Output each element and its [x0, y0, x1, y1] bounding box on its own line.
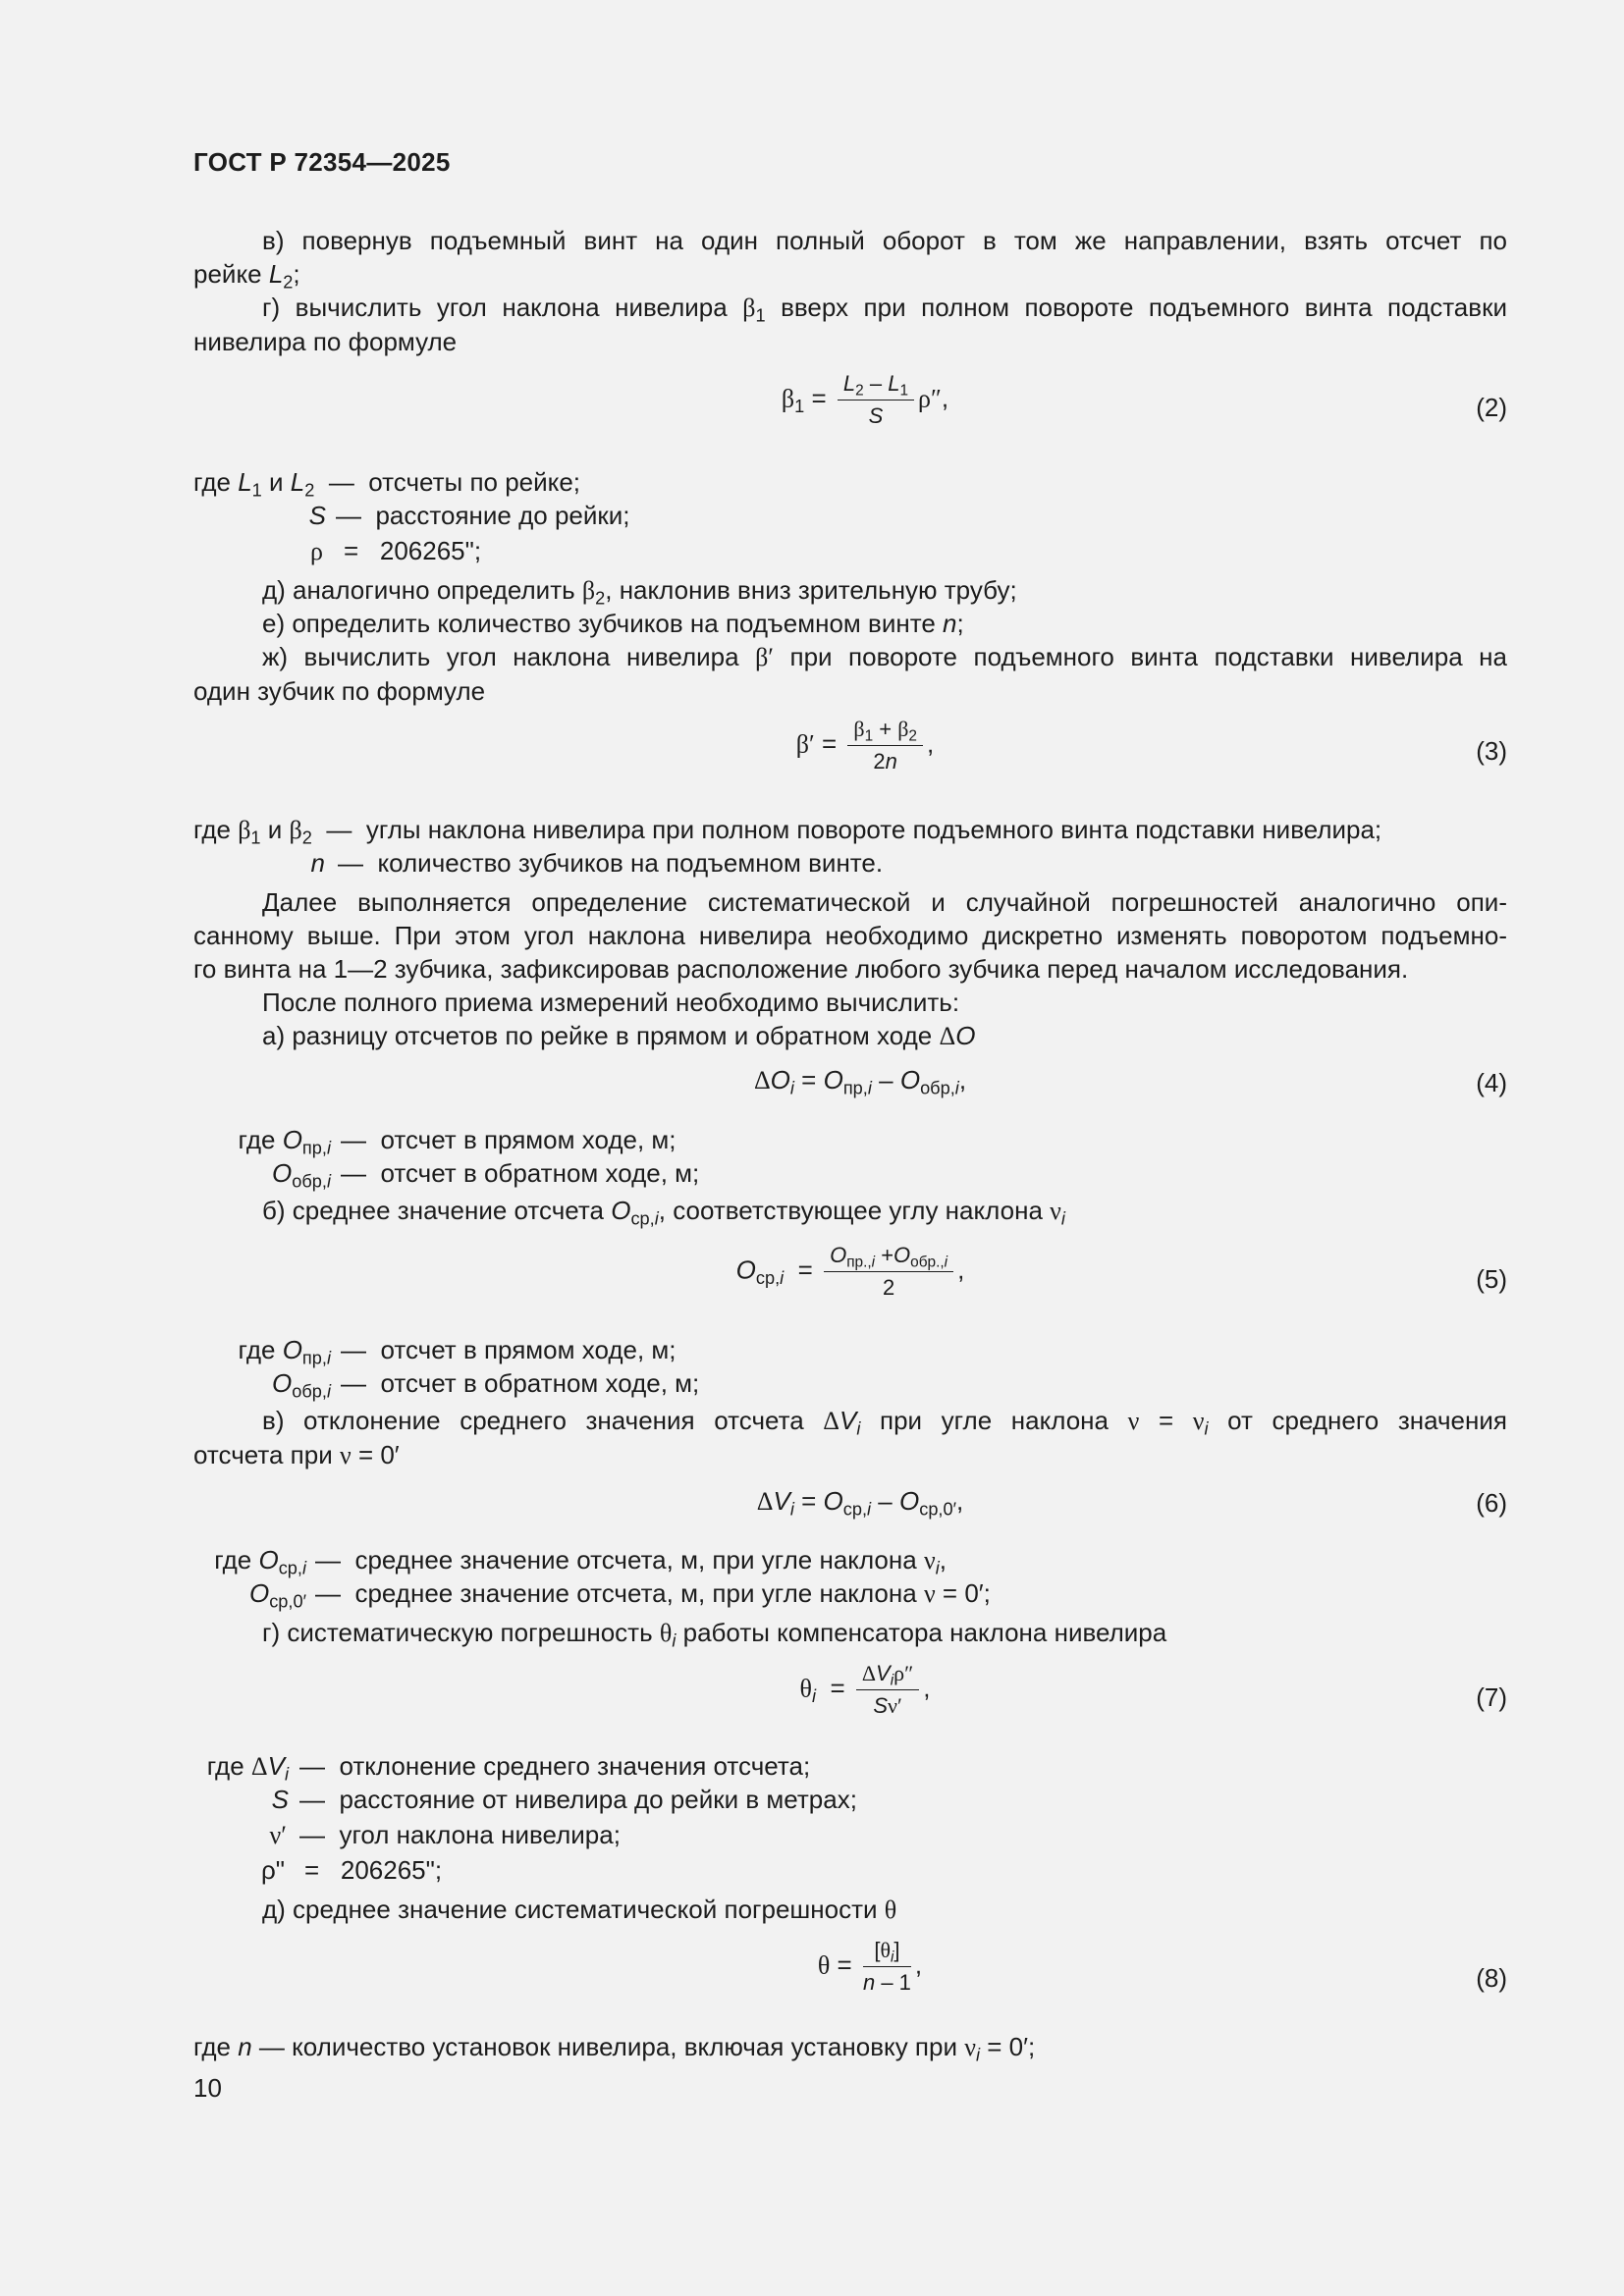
paragraph-v: в) повернув подъемный винт на один полный оборот в том же направлении, взять отсчет по рейке $L_2$; — [193, 226, 1507, 293]
where-5-2: — отсчет в обратном ходе, м; — [341, 1368, 700, 1398]
where-5-1: — отсчет в прямом ходе, м; — [341, 1335, 677, 1364]
document-page: ГОСТ Р 72354—2025 в) повернув подъемный винт на один полный оборот в том же направлении, взять отсчет по рейке $L_2$; г) вычислить угол наклона нивелира $\beta_1$ вверх при полном повороте подъемного винта подставки нивелира по формуле $\beta_1$ = $\frac{L_2 - L_1}{S}$ ρ″, (2) где $L_1$ и $L_2$ — отсчеты по рейке; S — расстояние до рейки; ρ = 206265"; д) аналогично определить $\beta_2$, наклонив вниз зрительную трубу; е) определить количество зубчиков на подъемном винте n; ж) вычислить угол наклона нивелира β′ при повороте подъемного винта подставки нивелира на один зубчик по формуле β′ = $\frac{\beta_1 + \beta_2}{2n}$ , (3) где $\beta_1$ и $\beta_2$ — углы наклона нивелира при полном повороте подъемного винта подставки нивелира; n — количество зубчиков на подъемном винте. Далее выполняется определение систематической и случайной погрешностей аналогично опи- санному выше. При этом угол наклона нивелира необходимо дискретно изменять поворотом подъемно- го винта на 1—2 зубчика, зафиксировав расположение любого зубчика перед началом исследования. После полного приема измерений необходимо вычислить: а) разницу отсчетов по рейке в прямом и обратном ходе ΔO $\Delta O_i = O_{пр,i} - O_{обр,i}$, (4) где $O_{пр,i}$ — отсчет в прямом ходе, м; $O_{обр,i}$ — отсчет в обратном ходе, м; б) среднее значение отсчета $O_{ср,i}$, соответствующее углу наклона $\nu_i$ $O_{ср,i}$ = $\frac{O_{пр.,i} +O_{обр.,i}}{2}$ , (5) где $O_{пр,i}$ — отсчет в прямом ходе, м; $O_{обр,i}$ — отсчет в обратном ходе, м; в) отклонение среднего значения отсчета $\Delta V_i$ при угле наклона $\nu = \nu_i$ от среднего значения отсчета при ν = 0′ $\Delta V_i = O_{ср,i} - O_{ср,0'}$, (6) где $O_{ср,i}$ — среднее значение отсчета, м, при угле наклона $\nu_i$, $O_{ср,0'}$ — среднее значение отсчета, м, при угле наклона ν = 0′; г) систематическую погрешность $\theta_i$ работы компенсатора наклона нивелира $\theta_i$ = $\frac{\Delta V_i\rho''}{S\nu'}$ , (7) где $\Delta V_i$ — отклонение среднего значения отсчета; S — расстояние от нивелира до рейки в метрах; ν′ — угол наклона нивелира; ρ" = 206265"; д) среднее значение систематической погрешности θ θ = $\frac{[\theta_i]}{n - 1}$ , (8) где n — количество установок нивелира, включая установку при $\nu_i = 0'$; 10 — [193, 147, 1507, 2103]
formula-3: β′ = $\frac{\beta_1 + \beta_2}{2n}$ , — [795, 717, 935, 774]
where-4-1: — отсчет в прямом ходе, м; — [341, 1125, 677, 1154]
where-l1-l2: где $L_1$ и $L_2$ — отсчеты по рейке; — [193, 467, 581, 501]
where-rho: = 206265"; — [344, 536, 482, 565]
where-beta: где $\beta_1$ и $\beta_2$ — углы наклона нивелира при полном повороте подъемного винта подставки нивелира; — [193, 815, 1382, 848]
page-number: 10 — [193, 2073, 222, 2103]
paragraph-a: а) разницу отсчетов по рейке в прямом и обратном ходе ΔO — [262, 1021, 976, 1050]
where-7-1: — отклонение среднего значения отсчета; — [299, 1751, 811, 1781]
formula-4: $\Delta O_i = O_{пр,i} - O_{обр,i}$, — [753, 1065, 967, 1098]
where-n: — количество зубчиков на подъемном винте. — [338, 848, 884, 878]
where-s: — расстояние до рейки; — [336, 501, 630, 530]
paragraph-e: е) определить количество зубчиков на подъемном винте n; — [262, 609, 964, 638]
paragraph-gg: г) систематическую погрешность $\theta_i$ работы компенсатора наклона нивелира — [262, 1618, 1167, 1651]
formula-5: $O_{ср,i}$ = $\frac{O_{пр.,i} +O_{обр.,i}}{2}$ , — [735, 1243, 965, 1300]
where-6-1: — среднее значение отсчета, м, при угле наклона $\nu_i$, — [315, 1545, 947, 1578]
formula-number-2: (2) — [1476, 393, 1507, 422]
formula-number-3: (3) — [1476, 736, 1507, 766]
where-7-4: = 206265"; — [304, 1855, 443, 1885]
paragraph-dd: д) среднее значение систематической погрешности θ — [262, 1895, 897, 1924]
paragraph-after: После полного приема измерений необходимо вычислить: — [262, 988, 960, 1017]
formula-8: θ = $\frac{[\theta_i]}{n - 1}$ , — [817, 1938, 923, 1995]
paragraph-b: б) среднее значение отсчета $O_{ср,i}$, соответствующее углу наклона $\nu_i$ — [262, 1196, 1065, 1229]
formula-7: $\theta_i$ = $\frac{\Delta V_i\rho''}{S\nu'}$ , — [799, 1661, 931, 1718]
paragraph-d: д) аналогично определить $\beta_2$, наклонив вниз зрительную трубу; — [262, 575, 1017, 609]
where-7-3: — угол наклона нивелира; — [299, 1820, 621, 1849]
document-header: ГОСТ Р 72354—2025 — [193, 147, 451, 177]
paragraph-g: г) вычислить угол наклона нивелира $\beta_1$ вверх при полном повороте подъемного винта подставки нивелира по формуле — [193, 293, 1507, 356]
formula-number-6: (6) — [1476, 1488, 1507, 1518]
formula-number-8: (8) — [1476, 1963, 1507, 1993]
formula-number-4: (4) — [1476, 1068, 1507, 1097]
formula-number-5: (5) — [1476, 1264, 1507, 1294]
paragraph-vv: в) отклонение среднего значения отсчета $\Delta V_i$ при угле наклона $\nu = \nu_i$ от среднего значения отсчета при ν = 0′ — [193, 1406, 1507, 1469]
formula-number-7: (7) — [1476, 1682, 1507, 1712]
formula-6: $\Delta V_i = O_{ср,i} - O_{ср,0'}$, — [756, 1486, 964, 1520]
formula-2: $\beta_1$ = $\frac{L_2 - L_1}{S}$ ρ″, — [781, 371, 949, 428]
where-last: где n — количество установок нивелира, включая установку при $\nu_i = 0'$; — [193, 2032, 1036, 2065]
where-6-2: — среднее значение отсчета, м, при угле наклона ν = 0′; — [315, 1578, 991, 1608]
paragraph-next: Далее выполняется определение систематической и случайной погрешностей аналогично опи- санному выше. При этом угол наклона нивелира необходимо дискретно изменять поворотом подъемно- го винта на 1—2 зубчика, зафиксировав расположение любого зубчика перед началом исследования. — [193, 887, 1507, 984]
where-4-2: — отсчет в обратном ходе, м; — [341, 1158, 700, 1188]
where-7-2: — расстояние от нивелира до рейки в метрах; — [299, 1785, 857, 1814]
paragraph-zh: ж) вычислить угол наклона нивелира β′ при повороте подъемного винта подставки нивелира на один зубчик по формуле — [193, 642, 1507, 706]
